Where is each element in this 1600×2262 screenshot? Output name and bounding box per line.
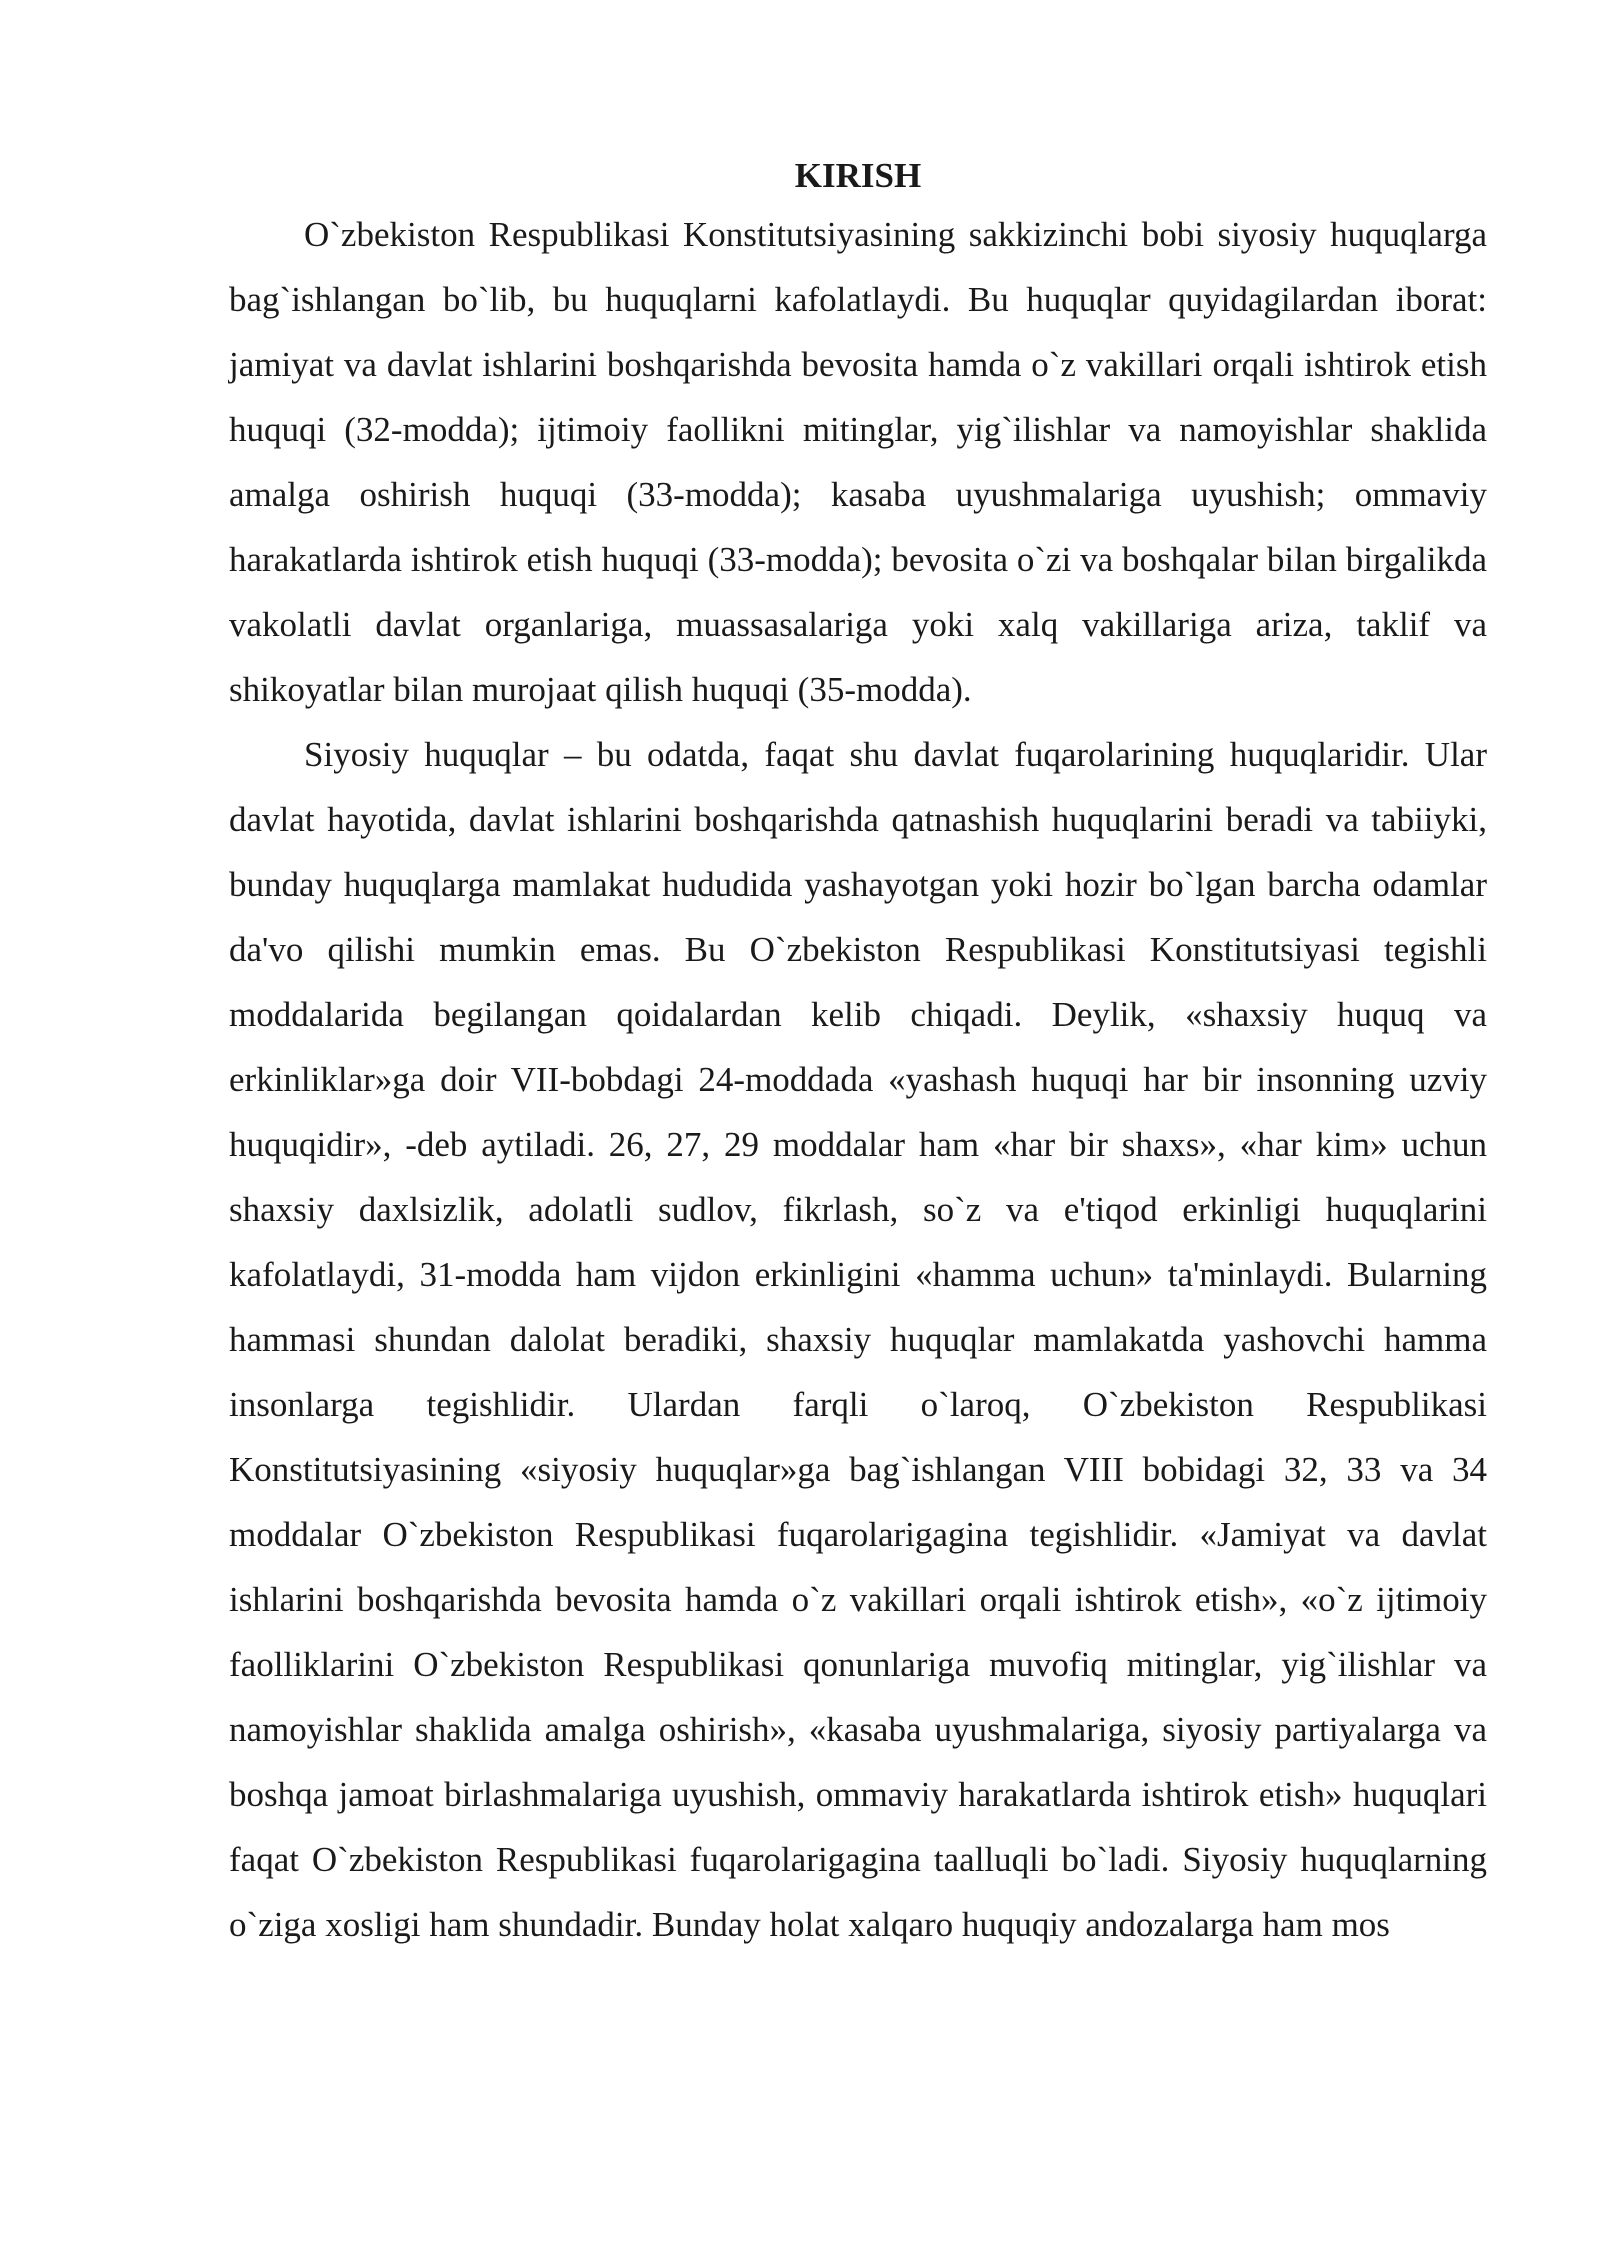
paragraph-2: Siyosiy huquqlar – bu odatda, faqat shu davlat fuqarolarining huquqlaridir. Ular davlat hayotida, davlat ishlarini boshqarishda qatnashish huquqlarini beradi va tabiiyki, bunday huquqlarga mamlakat hududida yashayotgan yoki hozir bo`lgan barcha odamlar da'vo qilishi mumkin emas. Bu O`zbekiston Respublikasi Konstitutsiyasi tegishli moddalarida begilangan qoidalardan kelib chiqadi. Deylik, «shaxsiy huquq va erkinliklar»ga doir VII-bobdagi 24-moddada «yashash huquqi har bir insonning uzviy huquqidir», -deb aytiladi. 26, 27, 29 moddalar ham «har bir shaxs», «har kim» uchun shaxsiy daxlsizlik, adolatli sudlov, fikrlash, so`z va e'tiqod erkinligi huquqlarini kafolatlaydi, 31-modda ham vijdon erkinligini «hamma uchun» ta'minlaydi. Bularning hammasi shundan dalolat beradiki, shaxsiy huquqlar mamlakatda yashovchi hamma insonlarga tegishlidir. Ulardan farqli o`laroq, O`zbekiston Respublikasi Konstitutsiyasining «siyosiy huquqlar»ga bag`ishlangan VIII bobidagi 32, 33 va 34 moddalar O`zbekiston Respublikasi fuqarolarigagina tegishlidir. «Jamiyat va davlat ishlarini boshqarishda bevosita hamda o`z vakillari orqali ishtirok etish», «o`z ijtimoiy faolliklarini O`zbekiston Respublikasi qonunlariga muvofiq mitinglar, yig`ilishlar va namoyishlar shaklida amalga oshirish», «kasaba uyushmalariga, siyosiy partiyalarga va boshqa jamoat birlashmalariga uyushish, ommaviy harakatlarda ishtirok etish» huquqlari faqat O`zbekiston Respublikasi fuqarolarigagina taalluqli bo`ladi. Siyosiy huquqlarning o`ziga xosligi ham shundadir. Bunday holat xalqaro huquqiy andozalarga ham mos — [229, 735, 1487, 1944]
page-title: KIRISH — [794, 156, 922, 195]
paragraph-1: O`zbekiston Respublikasi Konstitutsiyasining sakkizinchi bobi siyosiy huquqlarga bag`ishlangan bo`lib, bu huquqlarni kafolatlaydi. Bu huquqlar quyidagilardan iborat: jamiyat va davlat ishlarini boshqarishda bevosita hamda o`z vakillari orqali ishtirok etish huquqi (32-modda); ijtimoiy faollikni mitinglar, yig`ilishlar va namoyishlar shaklida amalga oshirish huquqi (33-modda); kasaba uyushmalariga uyushish; ommaviy harakatlarda ishtirok etish huquqi (33-modda); bevosita o`zi va boshqalar bilan birgalikda vakolatli davlat organlariga, muassasalariga yoki xalq vakillariga ariza, taklif va shikoyatlar bilan murojaat qilish huquqi (35-modda). — [229, 215, 1487, 709]
document-body — [229, 150, 1487, 1957]
